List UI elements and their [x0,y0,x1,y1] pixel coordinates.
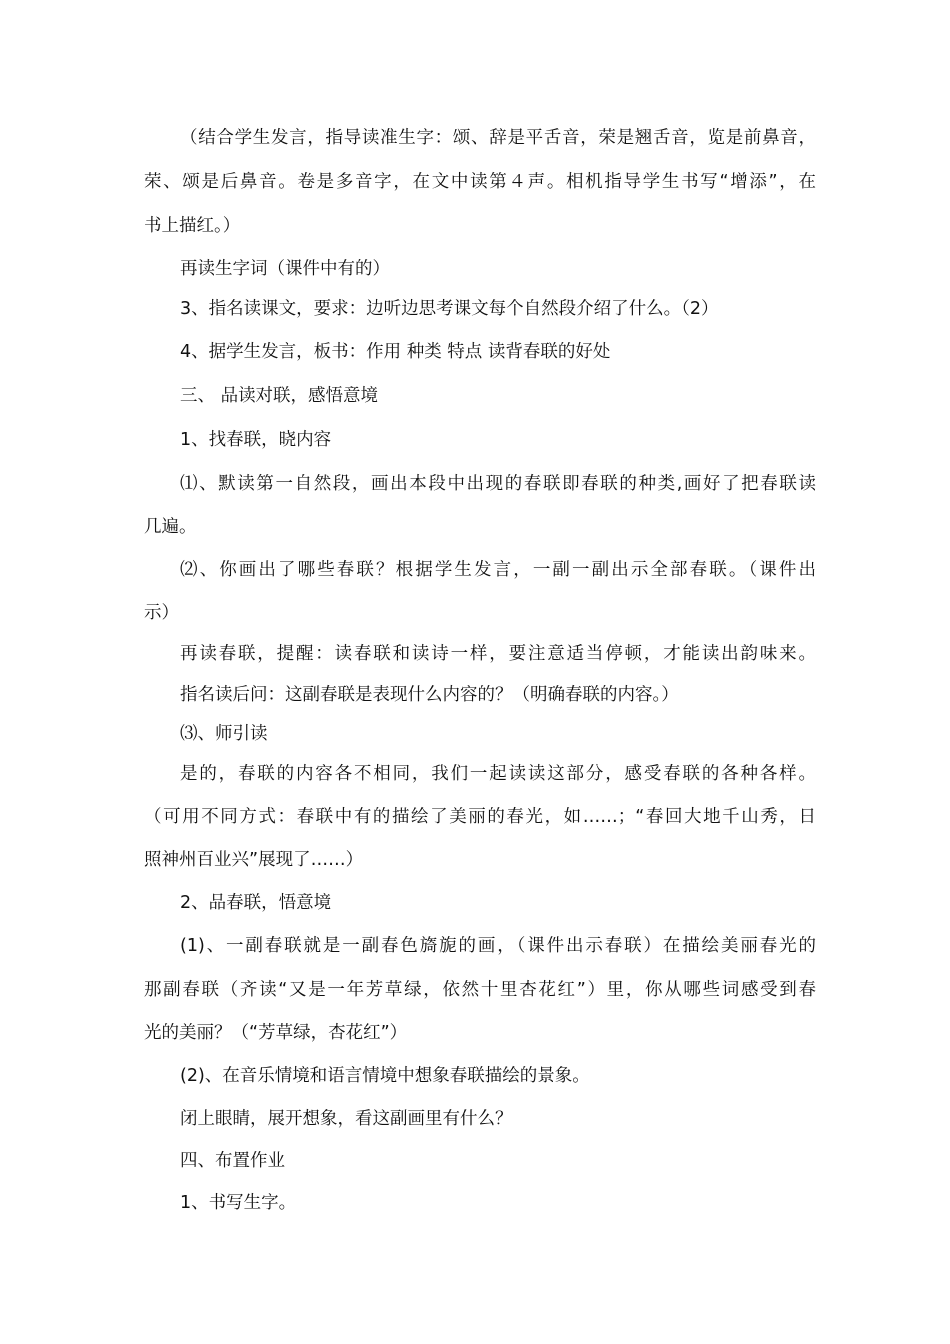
text-line: (2)、在音乐情境和语言情境中想象春联描绘的景象。 [180,1066,590,1086]
text-line: (1)、一副春联就是一副春色旖旎的画，（课件出示春联）在描绘美丽春光的 [180,936,816,956]
text-line: 书上描红。） [144,216,241,236]
text-line: 再读生字词（课件中有的） [180,259,390,279]
text-line: 荣、颂是后鼻音。卷是多音字，在文中读第４声。相机指导学生书写“增添”，在 [144,172,816,192]
text-line: 4、据学生发言，板书：作用 种类 特点 读背春联的好处 [180,342,611,362]
text-line: 是的，春联的内容各不相同，我们一起读读这部分，感受春联的各种各样。 [180,764,816,784]
text-line: ⑶、师引读 [180,724,268,744]
text-line: 光的美丽？（“芳草绿，杏花红”） [144,1023,408,1043]
text-line: 示） [144,603,179,623]
text-line: ⑴、默读第一自然段，画出本段中出现的春联即春联的种类,画好了把春联读 [180,474,816,494]
text-line: 闭上眼睛，展开想象，看这副画里有什么？ [180,1109,513,1129]
text-line: 1、书写生字。 [180,1193,297,1213]
text-line: ⑵、你画出了哪些春联？根据学生发言，一副一副出示全部春联。（课件出 [180,560,816,580]
text-line: 照神州百业兴”展现了……） [144,850,364,870]
section-heading: 三、 品读对联，感悟意境 [180,386,379,406]
text-line: （可用不同方式：春联中有的描绘了美丽的春光，如……；“春回大地千山秀，日 [144,807,816,827]
text-line: 2、品春联，悟意境 [180,893,332,913]
text-line: （结合学生发言，指导读准生字：颂、辞是平舌音，荣是翘舌音，览是前鼻音， [180,128,816,148]
text-line: 1、找春联，晓内容 [180,430,332,450]
section-heading: 四、布置作业 [180,1151,285,1171]
text-line: 再读春联，提醒：读春联和读诗一样，要注意适当停顿，才能读出韵味来。 [180,644,816,664]
text-line: 那副春联（齐读“又是一年芳草绿，依然十里杏花红”）里，你从哪些词感受到春 [144,980,816,1000]
text-line: 指名读后问：这副春联是表现什么内容的？（明确春联的内容。） [180,685,679,705]
text-line: 3、指名读课文，要求：边听边思考课文每个自然段介绍了什么。（2） [180,299,719,319]
text-line: 几遍。 [144,517,197,537]
